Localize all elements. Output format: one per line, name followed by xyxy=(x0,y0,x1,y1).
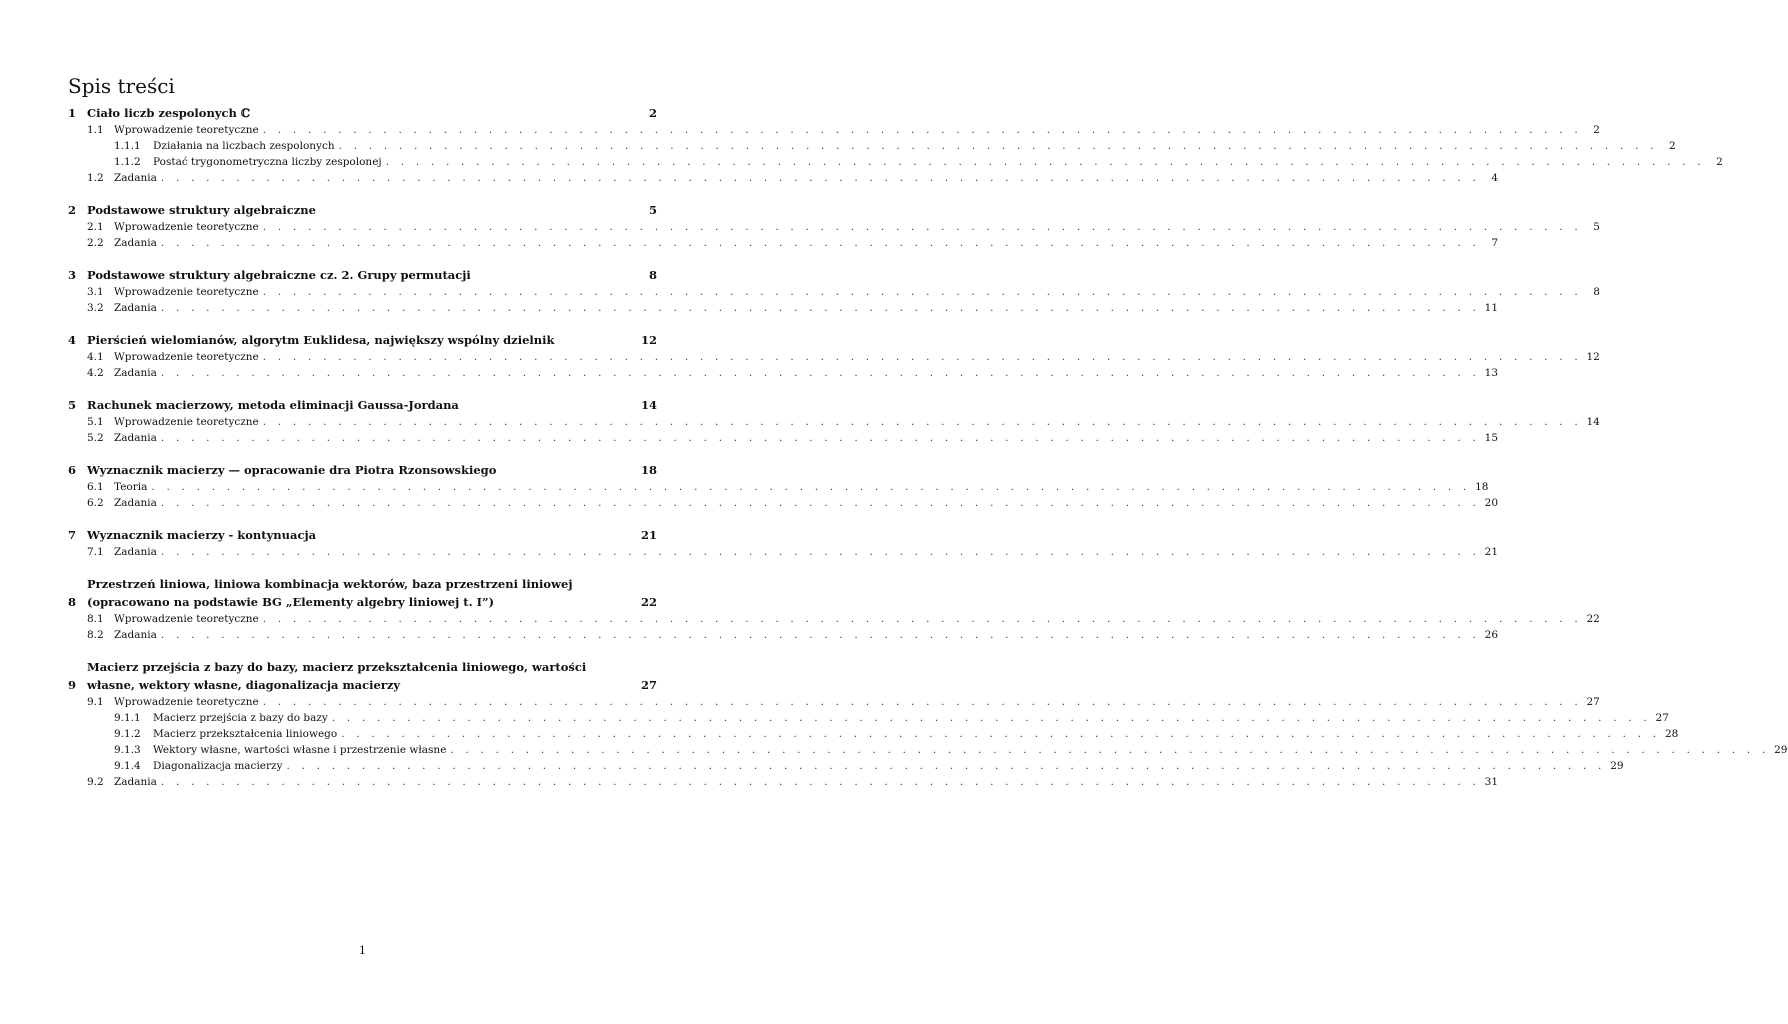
entry-page-number: 4 xyxy=(1491,172,1499,184)
toc-chapter-heading[interactable] xyxy=(68,331,657,349)
entry-page-number: 20 xyxy=(1484,497,1499,509)
entry-title: Diagonalizacja macierzy xyxy=(153,760,283,772)
entry-page-number: 8 xyxy=(1593,286,1600,298)
chapter-number: 5 xyxy=(68,398,77,412)
dot-leader: . . . . . . . . . . . . . . . . . . . . . . . . . . . . . . . . . . . . . . . . . . . . . . . . . . . . . . . . . . . . . . . . . . . . . . . . . . . . . . . . . . . . . . . . xyxy=(151,481,1471,493)
entry-page-number: 22 xyxy=(1586,613,1600,625)
chapter-number: 6 xyxy=(68,463,77,477)
chapter-title: Przestrzeń liniowa, liniowa kombinacja wektorów, baza przestrzeni liniowej (opracowano na podstawie BG „Elementy algebry liniowej t. I”) xyxy=(87,577,573,609)
entry-number: 1.2 xyxy=(87,172,104,184)
dot-leader: . . . . . . . . . . . . . . . . . . . . . . . . . . . . . . . . . . . . . . . . . . . . . . . . . . . . . . . . . . . . . . . . . . . . . . . . . . . . . . . . . . . . . . . . xyxy=(160,629,1481,641)
dot-leader: . . . . . . . . . . . . . . . . . . . . . . . . . . . . . . . . . . . . . . . . . . . . . . . . . . . . . . . . . . . . . . . . . . . . . . . . . . . . . . . . . . . . . . . . xyxy=(262,613,1582,625)
dot-leader: . . . . . . . . . . . . . . . . . . . . . . . . . . . . . . . . . . . . . . . . . . . . . . . . . . . . . . . . . . . . . . . . . . . . . . . . . . . . . . . . . . . . . . . . xyxy=(160,497,1481,509)
toc-section-entry[interactable] xyxy=(68,349,1600,365)
dot-leader: . . . . . . . . . . . . . . . . . . . . . . . . . . . . . . . . . . . . . . . . . . . . . . . . . . . . . . . . . . . . . . . . . . . . . . . . . . . . . . . . . . . . . . . . xyxy=(160,172,1481,184)
toc-chapter xyxy=(68,396,1600,446)
dot-leader: . . . . . . . . . . . . . . . . . . . . . . . . . . . . . . . . . . . . . . . . . . . . . . . . . . . . . . . . . . . . . . . . . . . . . . . . . . . . . . . . . . . . . . . . xyxy=(160,432,1481,444)
entry-title: Zadania xyxy=(114,497,157,509)
toc-chapter xyxy=(68,201,1600,251)
entry-title: Zadania xyxy=(114,546,157,558)
toc-subsection-entry[interactable] xyxy=(68,726,1679,742)
toc-chapter-heading[interactable] xyxy=(68,266,657,284)
entry-number: 2.2 xyxy=(87,237,104,249)
toc-section-entry[interactable] xyxy=(68,495,1499,511)
chapter-page-number: 14 xyxy=(640,398,657,412)
dot-leader: . . . . . . . . . . . . . . . . . . . . . . . . . . . . . . . . . . . . . . . . . . . . . . . . . . . . . . . . . . . . . . . . . . . . . . . . . . . . . . . . . . . . . . . . xyxy=(341,728,1661,740)
chapter-title: Wyznacznik macierzy — opracowanie dra Piotra Rzonsowskiego xyxy=(87,463,497,477)
toc-section-entry[interactable] xyxy=(68,414,1600,430)
entry-title: Wektory własne, wartości własne i przestrzenie własne xyxy=(153,744,447,756)
chapter-title: Pierścień wielomianów, algorytm Euklidesa, największy wspólny dzielnik xyxy=(87,333,555,347)
dot-leader: . . . . . . . . . . . . . . . . . . . . . . . . . . . . . . . . . . . . . . . . . . . . . . . . . . . . . . . . . . . . . . . . . . . . . . . . . . . . . . . . . . . . . . . . xyxy=(160,546,1481,558)
chapter-page-number: 8 xyxy=(648,268,657,282)
chapter-title: Podstawowe struktury algebraiczne xyxy=(87,203,316,217)
toc-section-entry[interactable] xyxy=(68,694,1600,710)
entry-number: 5.2 xyxy=(87,432,104,444)
entry-page-number: 2 xyxy=(1716,156,1723,168)
toc-chapter-heading[interactable] xyxy=(68,396,657,414)
toc-section-entry[interactable] xyxy=(68,611,1600,627)
entry-title: Wprowadzenie teoretyczne xyxy=(114,124,259,136)
entry-page-number: 21 xyxy=(1484,546,1499,558)
entry-title: Macierz przekształcenia liniowego xyxy=(153,728,338,740)
toc-chapter-heading[interactable] xyxy=(68,526,657,544)
entry-page-number: 18 xyxy=(1475,481,1489,493)
entry-number: 2.1 xyxy=(87,221,104,233)
entry-page-number: 31 xyxy=(1484,776,1499,788)
chapter-page-number: 2 xyxy=(648,106,657,120)
table-of-contents xyxy=(68,104,1788,790)
toc-chapter xyxy=(68,331,1600,381)
entry-title: Zadania xyxy=(114,776,157,788)
dot-leader: . . . . . . . . . . . . . . . . . . . . . . . . . . . . . . . . . . . . . . . . . . . . . . . . . . . . . . . . . . . . . . . . . . . . . . . . . . . . . . . . . . . . . . . . xyxy=(262,286,1582,298)
entry-title: Teoria xyxy=(114,481,148,493)
entry-number: 1.1.2 xyxy=(114,156,141,168)
toc-section-entry[interactable] xyxy=(68,627,1499,643)
entry-page-number: 29 xyxy=(1774,744,1788,756)
dot-leader: . . . . . . . . . . . . . . . . . . . . . . . . . . . . . . . . . . . . . . . . . . . . . . . . . . . . . . . . . . . . . . . . . . . . . . . . . . . . . . . . . . . . . . . . xyxy=(450,744,1770,756)
entry-page-number: 5 xyxy=(1593,221,1600,233)
toc-section-entry[interactable] xyxy=(68,284,1600,300)
entry-number: 4.1 xyxy=(87,351,104,363)
entry-page-number: 15 xyxy=(1484,432,1499,444)
entry-number: 9.1.2 xyxy=(114,728,141,740)
entry-page-number: 12 xyxy=(1586,351,1600,363)
toc-subsection-entry[interactable] xyxy=(68,758,1624,774)
entry-page-number: 11 xyxy=(1484,302,1499,314)
chapter-page-number: 21 xyxy=(640,528,657,542)
toc-chapter-heading[interactable] xyxy=(68,461,657,479)
entry-title: Macierz przejścia z bazy do bazy xyxy=(153,712,328,724)
entry-number: 8.2 xyxy=(87,629,104,641)
entry-title: Wprowadzenie teoretyczne xyxy=(114,221,259,233)
chapter-number: 3 xyxy=(68,268,77,282)
entry-title: Zadania xyxy=(114,302,157,314)
entry-page-number: 28 xyxy=(1664,728,1679,740)
entry-number: 9.1 xyxy=(87,696,104,708)
entry-number: 9.1.1 xyxy=(114,712,141,724)
chapter-number: 2 xyxy=(68,203,77,217)
entry-title: Zadania xyxy=(114,367,157,379)
chapter-title: Ciało liczb zespolonych ℂ xyxy=(87,106,251,120)
chapter-number: 9 xyxy=(68,678,77,692)
chapter-title: Wyznacznik macierzy - kontynuacja xyxy=(87,528,317,542)
chapter-page-number: 18 xyxy=(640,463,657,477)
toc-title: Spis treści xyxy=(68,74,175,98)
dot-leader: . . . . . . . . . . . . . . . . . . . . . . . . . . . . . . . . . . . . . . . . . . . . . . . . . . . . . . . . . . . . . . . . . . . . . . . . . . . . . . . . . . . . . . . . xyxy=(262,416,1582,428)
dot-leader: . . . . . . . . . . . . . . . . . . . . . . . . . . . . . . . . . . . . . . . . . . . . . . . . . . . . . . . . . . . . . . . . . . . . . . . . . . . . . . . . . . . . . . . . xyxy=(385,156,1705,168)
toc-section-entry[interactable] xyxy=(68,219,1600,235)
toc-chapter xyxy=(68,266,1600,316)
chapter-number: 4 xyxy=(68,333,77,347)
dot-leader: . . . . . . . . . . . . . . . . . . . . . . . . . . . . . . . . . . . . . . . . . . . . . . . . . . . . . . . . . . . . . . . . . . . . . . . . . . . . . . . . . . . . . . . . xyxy=(160,302,1481,314)
entry-title: Wprowadzenie teoretyczne xyxy=(114,613,259,625)
chapter-page-number: 27 xyxy=(640,678,657,692)
toc-chapter-heading[interactable] xyxy=(68,104,657,122)
toc-chapter-heading[interactable] xyxy=(68,201,657,219)
entry-number: 7.1 xyxy=(87,546,104,558)
chapter-number: 7 xyxy=(68,528,77,542)
chapter-title: Macierz przejścia z bazy do bazy, macierz przekształcenia liniowego, wartości własne, wektory własne, diagonalizacja macierzy xyxy=(87,660,587,692)
entry-page-number: 26 xyxy=(1484,629,1499,641)
entry-title: Postać trygonometryczna liczby zespolonej xyxy=(153,156,382,168)
dot-leader: . . . . . . . . . . . . . . . . . . . . . . . . . . . . . . . . . . . . . . . . . . . . . . . . . . . . . . . . . . . . . . . . . . . . . . . . . . . . . . . . . . . . . . . . xyxy=(262,696,1582,708)
entry-number: 9.1.4 xyxy=(114,760,141,772)
entry-title: Wprowadzenie teoretyczne xyxy=(114,416,259,428)
entry-number: 6.1 xyxy=(87,481,104,493)
chapter-number: 8 xyxy=(68,595,77,609)
dot-leader: . . . . . . . . . . . . . . . . . . . . . . . . . . . . . . . . . . . . . . . . . . . . . . . . . . . . . . . . . . . . . . . . . . . . . . . . . . . . . . . . . . . . . . . . xyxy=(160,237,1481,249)
toc-chapter-heading[interactable] xyxy=(68,658,657,694)
entry-number: 3.2 xyxy=(87,302,104,314)
toc-subsection-entry[interactable] xyxy=(68,710,1669,726)
entry-title: Zadania xyxy=(114,172,157,184)
toc-chapter xyxy=(68,104,1723,186)
entry-page-number: 14 xyxy=(1586,416,1600,428)
toc-section-entry[interactable] xyxy=(68,479,1489,495)
toc-section-entry[interactable] xyxy=(68,430,1499,446)
entry-title: Wprowadzenie teoretyczne xyxy=(114,696,259,708)
entry-title: Wprowadzenie teoretyczne xyxy=(114,286,259,298)
entry-title: Działania na liczbach zespolonych xyxy=(153,140,335,152)
toc-subsection-entry[interactable] xyxy=(68,742,1788,758)
toc-chapter xyxy=(68,526,1499,560)
chapter-number: 1 xyxy=(68,106,77,120)
dot-leader: . . . . . . . . . . . . . . . . . . . . . . . . . . . . . . . . . . . . . . . . . . . . . . . . . . . . . . . . . . . . . . . . . . . . . . . . . . . . . . . . . . . . . . . . xyxy=(286,760,1606,772)
entry-page-number: 13 xyxy=(1484,367,1499,379)
chapter-page-number: 12 xyxy=(640,333,657,347)
entry-page-number: 27 xyxy=(1586,696,1600,708)
toc-chapter-heading[interactable] xyxy=(68,575,657,611)
toc-section-entry[interactable] xyxy=(68,122,1600,138)
chapter-title: Podstawowe struktury algebraiczne cz. 2. Grupy permutacji xyxy=(87,268,471,282)
toc-subsection-entry[interactable] xyxy=(68,138,1676,154)
entry-number: 1.1 xyxy=(87,124,104,136)
entry-page-number: 27 xyxy=(1655,712,1669,724)
toc-subsection-entry[interactable] xyxy=(68,154,1723,170)
toc-section-entry[interactable] xyxy=(68,774,1499,790)
chapter-title: Rachunek macierzowy, metoda eliminacji Gaussa-Jordana xyxy=(87,398,459,412)
toc-chapter xyxy=(68,575,1600,643)
entry-number: 1.1.1 xyxy=(114,140,141,152)
entry-number: 6.2 xyxy=(87,497,104,509)
dot-leader: . . . . . . . . . . . . . . . . . . . . . . . . . . . . . . . . . . . . . . . . . . . . . . . . . . . . . . . . . . . . . . . . . . . . . . . . . . . . . . . . . . . . . . . . xyxy=(262,221,1582,233)
entry-number: 5.1 xyxy=(87,416,104,428)
entry-title: Wprowadzenie teoretyczne xyxy=(114,351,259,363)
entry-page-number: 2 xyxy=(1669,140,1676,152)
toc-section-entry[interactable] xyxy=(68,365,1499,381)
dot-leader: . . . . . . . . . . . . . . . . . . . . . . . . . . . . . . . . . . . . . . . . . . . . . . . . . . . . . . . . . . . . . . . . . . . . . . . . . . . . . . . . . . . . . . . . xyxy=(338,140,1658,152)
toc-section-entry[interactable] xyxy=(68,170,1499,186)
entry-number: 4.2 xyxy=(87,367,104,379)
page-number: 1 xyxy=(359,944,366,957)
dot-leader: . . . . . . . . . . . . . . . . . . . . . . . . . . . . . . . . . . . . . . . . . . . . . . . . . . . . . . . . . . . . . . . . . . . . . . . . . . . . . . . . . . . . . . . . xyxy=(160,776,1481,788)
entry-page-number: 29 xyxy=(1610,760,1624,772)
entry-title: Zadania xyxy=(114,629,157,641)
entry-number: 9.2 xyxy=(87,776,104,788)
chapter-page-number: 5 xyxy=(648,203,657,217)
entry-number: 9.1.3 xyxy=(114,744,141,756)
entry-page-number: 7 xyxy=(1491,237,1499,249)
entry-page-number: 2 xyxy=(1593,124,1600,136)
dot-leader: . . . . . . . . . . . . . . . . . . . . . . . . . . . . . . . . . . . . . . . . . . . . . . . . . . . . . . . . . . . . . . . . . . . . . . . . . . . . . . . . . . . . . . . . xyxy=(262,351,1582,363)
toc-chapter xyxy=(68,658,1788,790)
toc-section-entry[interactable] xyxy=(68,544,1499,560)
toc-section-entry[interactable] xyxy=(68,235,1499,251)
toc-section-entry[interactable] xyxy=(68,300,1499,316)
entry-title: Zadania xyxy=(114,432,157,444)
toc-chapter xyxy=(68,461,1499,511)
dot-leader: . . . . . . . . . . . . . . . . . . . . . . . . . . . . . . . . . . . . . . . . . . . . . . . . . . . . . . . . . . . . . . . . . . . . . . . . . . . . . . . . . . . . . . . . xyxy=(160,367,1481,379)
entry-number: 8.1 xyxy=(87,613,104,625)
chapter-page-number: 22 xyxy=(640,595,657,609)
dot-leader: . . . . . . . . . . . . . . . . . . . . . . . . . . . . . . . . . . . . . . . . . . . . . . . . . . . . . . . . . . . . . . . . . . . . . . . . . . . . . . . . . . . . . . . . xyxy=(331,712,1651,724)
entry-title: Zadania xyxy=(114,237,157,249)
entry-number: 3.1 xyxy=(87,286,104,298)
dot-leader: . . . . . . . . . . . . . . . . . . . . . . . . . . . . . . . . . . . . . . . . . . . . . . . . . . . . . . . . . . . . . . . . . . . . . . . . . . . . . . . . . . . . . . . . xyxy=(262,124,1582,136)
